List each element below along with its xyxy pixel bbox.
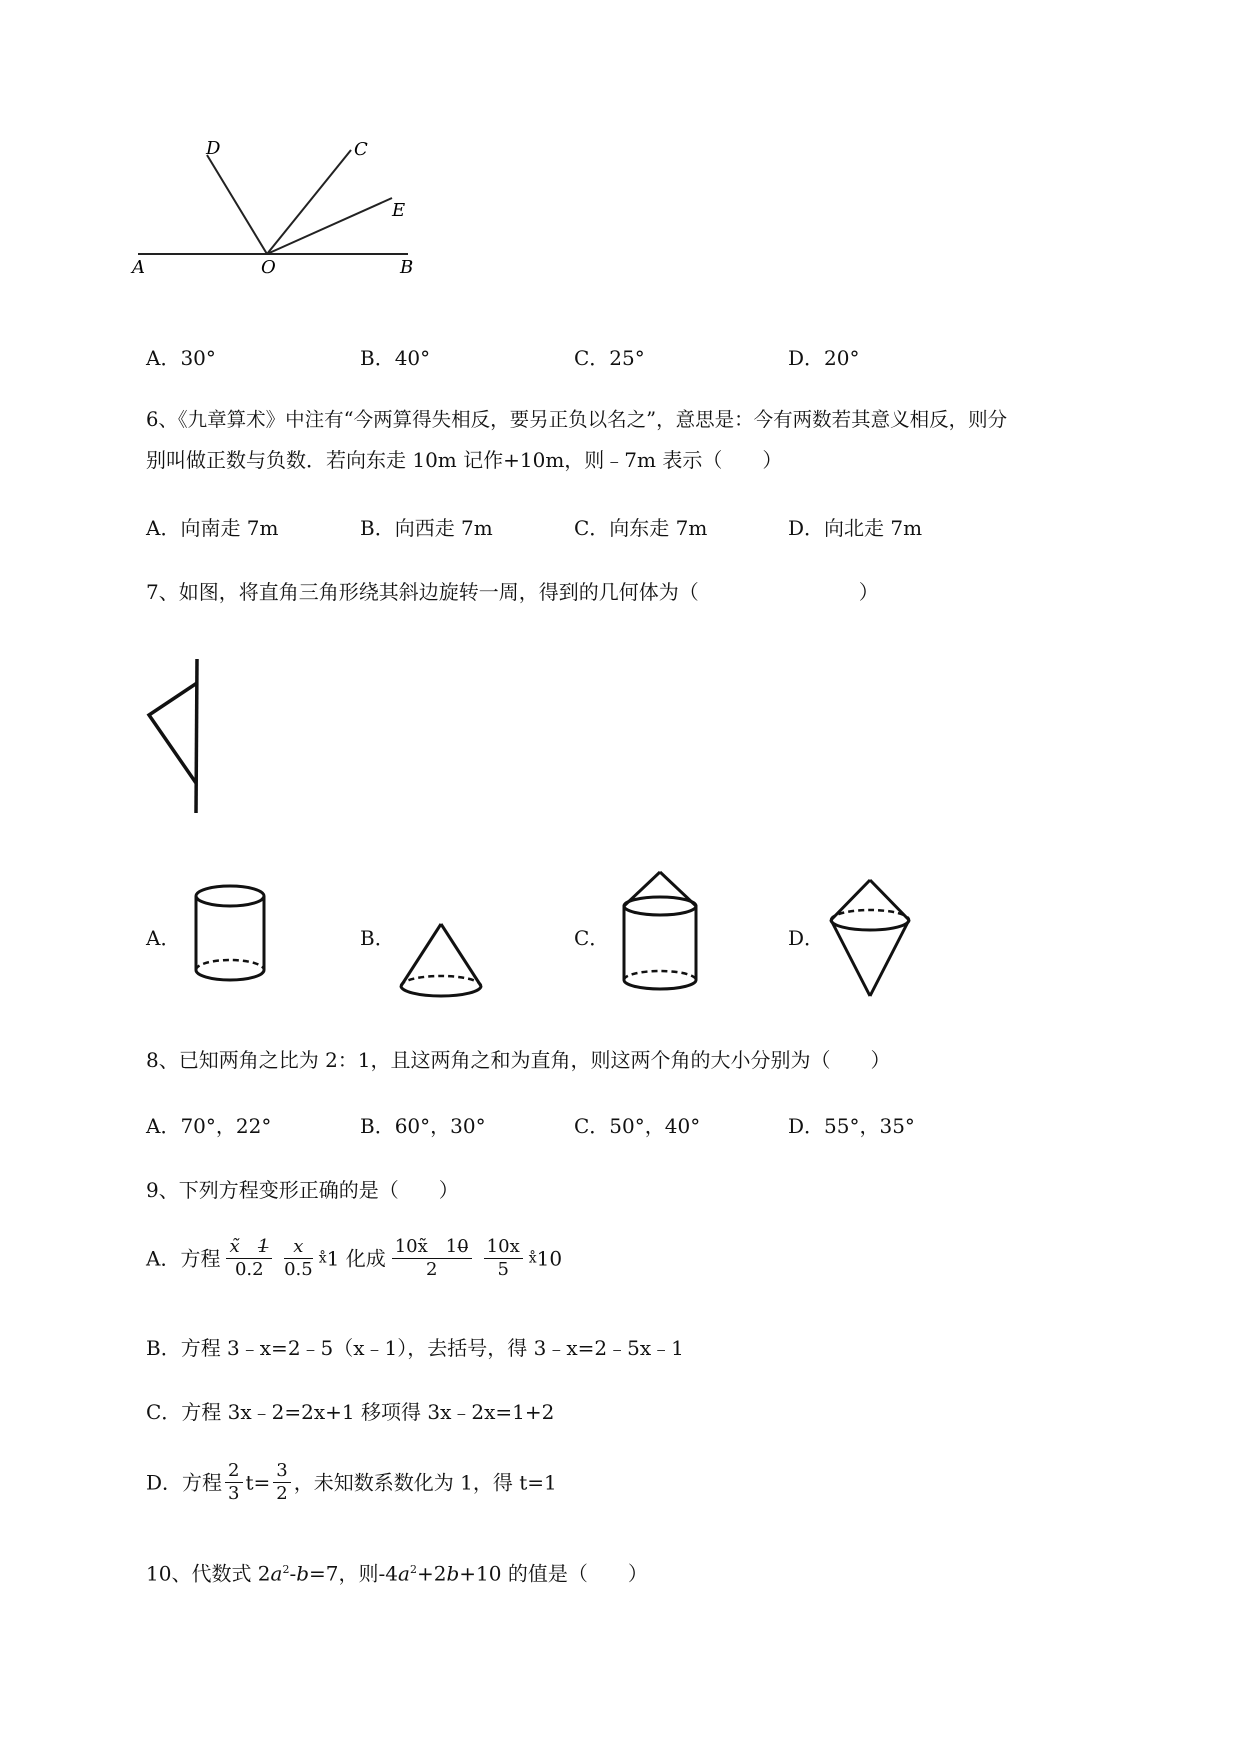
- q9-d-prefix: D．方程: [146, 1470, 223, 1495]
- label-d: D: [206, 138, 221, 159]
- q9-option-b: B．方程 3﹣x=2﹣5（x﹣1），去括号，得 3﹣x=2﹣5x﹣1: [146, 1336, 684, 1360]
- q9-a-end-text: 10: [536, 1246, 563, 1271]
- q10-part-2: -: [289, 1561, 297, 1586]
- q9-option-a: [146, 1236, 562, 1281]
- q6-stem-line1: 6、《九章算术》中注有“今两算得失相反，要另正负以名之”，意思是：今有两数若其意义相反，则分: [146, 408, 1008, 431]
- label-b: B: [400, 257, 414, 278]
- q8-stem: 8、已知两角之比为 2：1，且这两角之和为直角，则这两个角的大小分别为（ ）: [146, 1048, 891, 1072]
- q9-a-mid-mark: x̊: [318, 1250, 327, 1267]
- q7-option-d: D．: [788, 926, 825, 950]
- q9-a-fraction-3: [392, 1236, 472, 1281]
- q10-exp-2: 2: [409, 1563, 417, 1576]
- q9-a-fraction-2: [284, 1236, 313, 1281]
- q10-var-a1: a: [270, 1561, 283, 1586]
- denominator: 3: [228, 1483, 240, 1504]
- numerator: 10x̃ 10̶: [392, 1236, 472, 1259]
- triangle-legs: [149, 683, 197, 783]
- q6-option-b: B．向西走 7m: [360, 516, 493, 540]
- q6-stem-line2: 别叫做正数与负数．若向东走 10m 记作+10m，则﹣7m 表示（ ）: [146, 448, 783, 472]
- denominator: 2: [425, 1259, 438, 1280]
- numerator: 3: [273, 1460, 290, 1483]
- cone-on-cylinder-figure: [618, 868, 702, 998]
- q10-exp-1: 2: [282, 1563, 290, 1576]
- label-c: C: [354, 139, 368, 160]
- q8-option-d: D．55°，35°: [788, 1114, 915, 1138]
- q8-option-a: A．70°，22°: [146, 1114, 272, 1138]
- q7-option-a: A．: [146, 926, 181, 950]
- q10-stem: [146, 1556, 648, 1588]
- numerator: 2: [225, 1460, 242, 1483]
- label-a: A: [132, 257, 145, 278]
- q9-a-prefix: A．方程: [146, 1246, 221, 1271]
- q9-d-mid: t=: [245, 1470, 271, 1495]
- cone-figure: [396, 920, 486, 1000]
- angle-figure: [130, 135, 430, 290]
- q10-part-1: 10、代数式 2: [146, 1561, 271, 1586]
- q9-d-suffix: ，未知数系数化为 1，得 t=1: [293, 1470, 557, 1495]
- denominator: 0.2: [234, 1259, 264, 1280]
- q5-option-d: D．20°: [788, 346, 860, 370]
- q8-option-b: B．60°，30°: [360, 1114, 486, 1138]
- q7-option-c: C．: [574, 926, 610, 950]
- q9-a-mid-text: 1 化成: [326, 1246, 386, 1271]
- denominator: 2: [276, 1483, 288, 1504]
- ray-oe: [267, 198, 392, 254]
- denominator: 0.5: [284, 1259, 313, 1280]
- label-o: O: [261, 257, 276, 278]
- numerator: x: [284, 1236, 313, 1259]
- ray-od: [207, 155, 267, 254]
- q10-var-b2: b: [446, 1561, 460, 1586]
- q10-part-5: +10 的值是（ ）: [459, 1561, 648, 1586]
- q5-option-a: A．30°: [146, 346, 216, 370]
- numerator: x̃ 1̶: [226, 1236, 272, 1259]
- q9-d-fraction-1: [225, 1460, 242, 1505]
- q10-part-3: =7，则-4: [309, 1561, 399, 1586]
- q10-part-4: +2: [416, 1561, 447, 1586]
- q5-option-c: C．25°: [574, 346, 645, 370]
- q7-stem: 7、如图，将直角三角形绕其斜边旋转一周，得到的几何体为（ ）: [146, 580, 879, 604]
- q6-option-d: D．向北走 7m: [788, 516, 923, 540]
- q10-var-b1: b: [296, 1561, 310, 1586]
- ray-oc: [267, 150, 351, 254]
- denominator: 5: [497, 1259, 509, 1280]
- q9-d-fraction-2: [273, 1460, 290, 1505]
- numerator: 10x: [484, 1236, 523, 1259]
- cylinder-figure: [190, 880, 270, 990]
- q9-option-d: [146, 1460, 557, 1505]
- q10-var-a2: a: [398, 1561, 410, 1586]
- right-triangle-figure: [140, 655, 210, 817]
- q9-stem: 9、下列方程变形正确的是（ ）: [146, 1178, 459, 1202]
- q9-a-fraction-4: [484, 1236, 523, 1281]
- double-cone-figure: [826, 876, 914, 1000]
- q6-option-a: A．向南走 7m: [146, 516, 279, 540]
- q8-option-c: C．50°，40°: [574, 1114, 701, 1138]
- q9-a-fraction-1: [226, 1236, 272, 1281]
- q9-option-c: C．方程 3x﹣2=2x+1 移项得 3x﹣2x=1+2: [146, 1400, 555, 1424]
- q9-a-end-mark: x̊: [528, 1250, 537, 1267]
- q7-option-b: B．: [360, 926, 395, 950]
- q6-option-c: C．向东走 7m: [574, 516, 708, 540]
- label-e: E: [392, 200, 406, 221]
- q5-option-b: B．40°: [360, 346, 431, 370]
